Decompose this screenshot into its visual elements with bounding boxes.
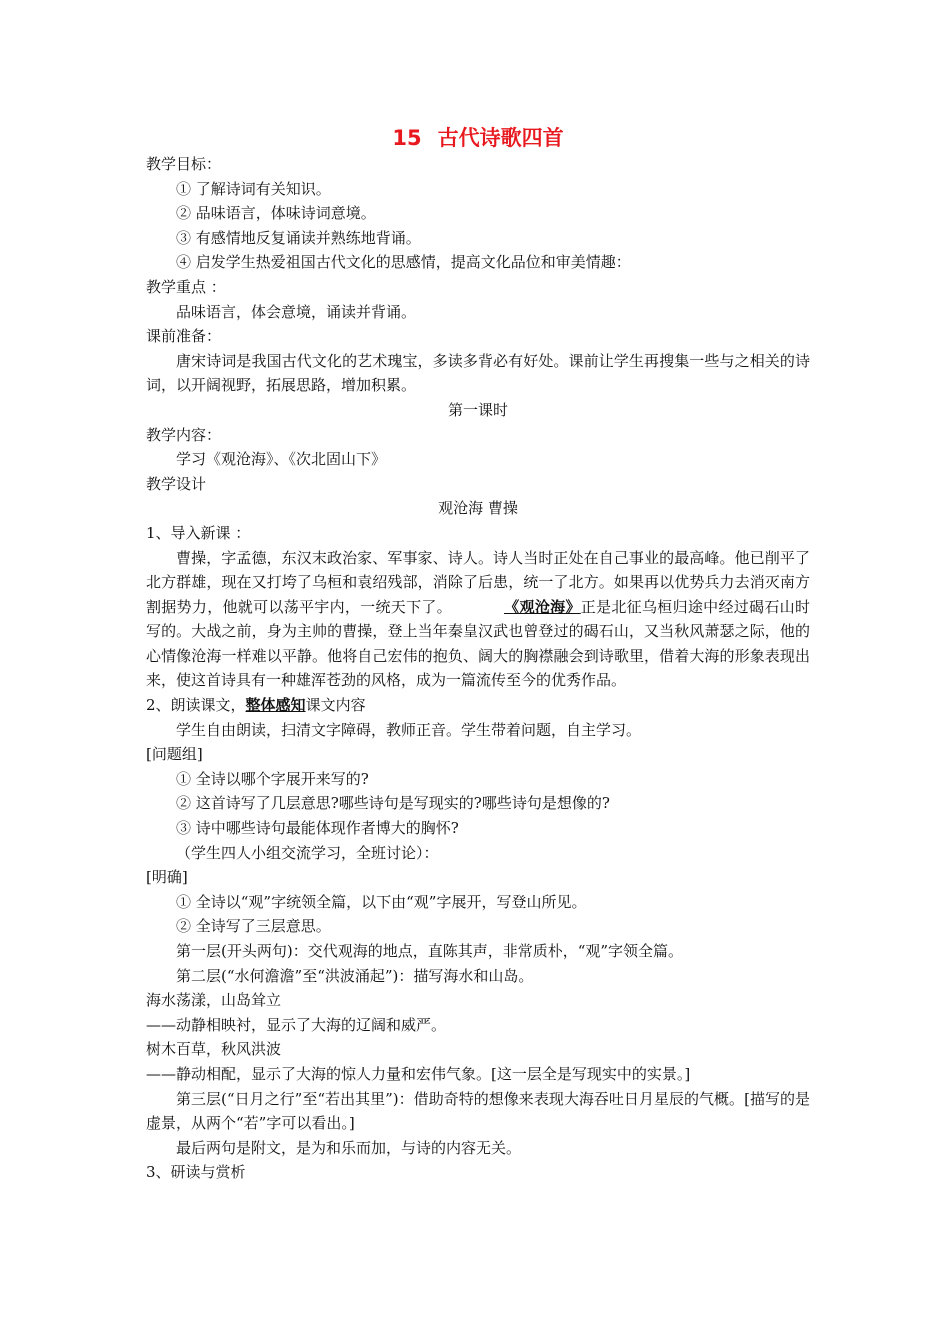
goals-heading: 教学目标： xyxy=(146,155,222,173)
preparation-heading: 课前准备： xyxy=(146,327,222,346)
answer-item: ② 全诗写了三层意思。 xyxy=(176,917,331,936)
poem-line-trees: 树木百草，秋风洪波 xyxy=(146,1040,282,1059)
poem-line-sea: 海水荡漾，山岛耸立 xyxy=(146,991,282,1010)
read-heading xyxy=(146,693,810,718)
question-item: ① 全诗以哪个字展开来写的? xyxy=(176,769,369,788)
last-two-lines: 最后两句是附文，是为和乐而加，与诗的内容无关。 xyxy=(176,1138,522,1157)
intro-text-a: 曹操，字孟德，东汉末政治家、军事家、诗人。诗人当时正处在自己事业的最高峰。他已削平了北方群雄，现在又打垮了乌桓和袁绍残部，消除了后患，统一了北方。如果再以优势兵力去消灭南方割据势力，他就可以荡平宇内，一统天下了。 xyxy=(146,548,810,616)
layer-three: 第三层(“日月之行”至“若出其里”)：借助奇特的想像来表现大海吞吐日月星辰的气概。[描写的是虚景，从两个“若”字可以看出。] xyxy=(146,1089,810,1133)
preparation-paragraph: 唐宋诗词是我国古代文化的艺术瑰宝，多读多背必有好处。课前让学生再搜集一些与之相关的诗词，以开阔视野，拓展思路，增加积累。 xyxy=(146,351,810,395)
goal-item: ④ 启发学生热爱祖国古代文化的思感情，提高文化品位和审美情趣： xyxy=(176,253,631,272)
discussion-note: （学生四人小组交流学习，全班讨论）： xyxy=(176,843,439,862)
goal-item: ② 品味语言，体味诗词意境。 xyxy=(176,204,376,223)
layer-two: 第二层(“水何澹澹”至“洪波涌起”)：描写海水和山岛。 xyxy=(176,966,534,985)
answer-item: ① 全诗以“观”字统领全篇，以下由“观”字展开，写登山所见。 xyxy=(176,892,587,911)
content-heading: 教学内容： xyxy=(146,425,222,444)
poem-line-sea-note: ——动静相映衬，显示了大海的辽阔和威严。 xyxy=(146,1015,447,1034)
read-heading-bold: 整体感知 xyxy=(245,696,306,715)
question-item: ③ 诗中哪些诗句最能体现作者博大的胸怀? xyxy=(176,819,459,838)
goal-item: ① 了解诗词有关知识。 xyxy=(176,179,331,198)
goal-item: ③ 有感情地反复诵读并熟练地背诵。 xyxy=(176,228,421,247)
key-points-text: 品味语言，体会意境，诵读并背诵。 xyxy=(176,302,417,321)
poem-title-link: 《观沧海》 xyxy=(503,597,581,616)
document-title xyxy=(146,124,810,152)
content-text: 学习《观沧海》、《次北固山下》 xyxy=(176,450,387,469)
poem-line-trees-note: ——静动相配，显示了大海的惊人力量和宏伟气象。[这一层全是写现实中的实景。] xyxy=(146,1064,691,1083)
answers-heading: [明确] xyxy=(146,868,188,887)
title-number: 15 xyxy=(392,126,422,150)
document-page xyxy=(146,124,810,1185)
question-item: ② 这首诗写了几层意思?哪些诗句是写现实的?哪些诗句是想像的? xyxy=(176,794,610,813)
intro-text-b: 正是北征乌桓归途中经过碣石山时写的。大战之前，身为主帅的曹操，登上当年秦皇汉武也曾登过的碣石山，又当秋风萧瑟之际，他的心情像沧海一样难以平静。他将自己宏伟的抱负、阔大的胸襟融会到诗歌里，借着大海的形象表现出来，使这首诗具有一种雄浑苍劲的风格，成为一篇流传至今的优秀作品。 xyxy=(146,597,810,690)
questions-heading: [问题组] xyxy=(146,745,203,764)
intro-heading: 1、导入新课 ： xyxy=(146,523,251,542)
read-heading-b: 课文内容 xyxy=(305,696,366,715)
title-text: 古代诗歌四首 xyxy=(437,126,564,150)
read-text: 学生自由朗读，扫清文字障碍，教师正音。学生带着问题，自主学习。 xyxy=(176,720,642,739)
read-heading-a: 2、朗读课文， xyxy=(146,696,246,715)
study-heading: 3、研读与赏析 xyxy=(146,1163,246,1182)
key-points-heading: 教学重点 ： xyxy=(146,277,226,296)
layer-one: 第一层(开头两句)：交代观海的地点，直陈其声，非常质朴，“观”字领全篇。 xyxy=(176,942,684,960)
poem-heading: 观沧海 曹操 xyxy=(438,499,518,518)
design-heading: 教学设计 xyxy=(146,474,207,493)
lesson-one-heading: 第一课时 xyxy=(447,400,508,419)
intro-paragraph xyxy=(146,546,810,694)
